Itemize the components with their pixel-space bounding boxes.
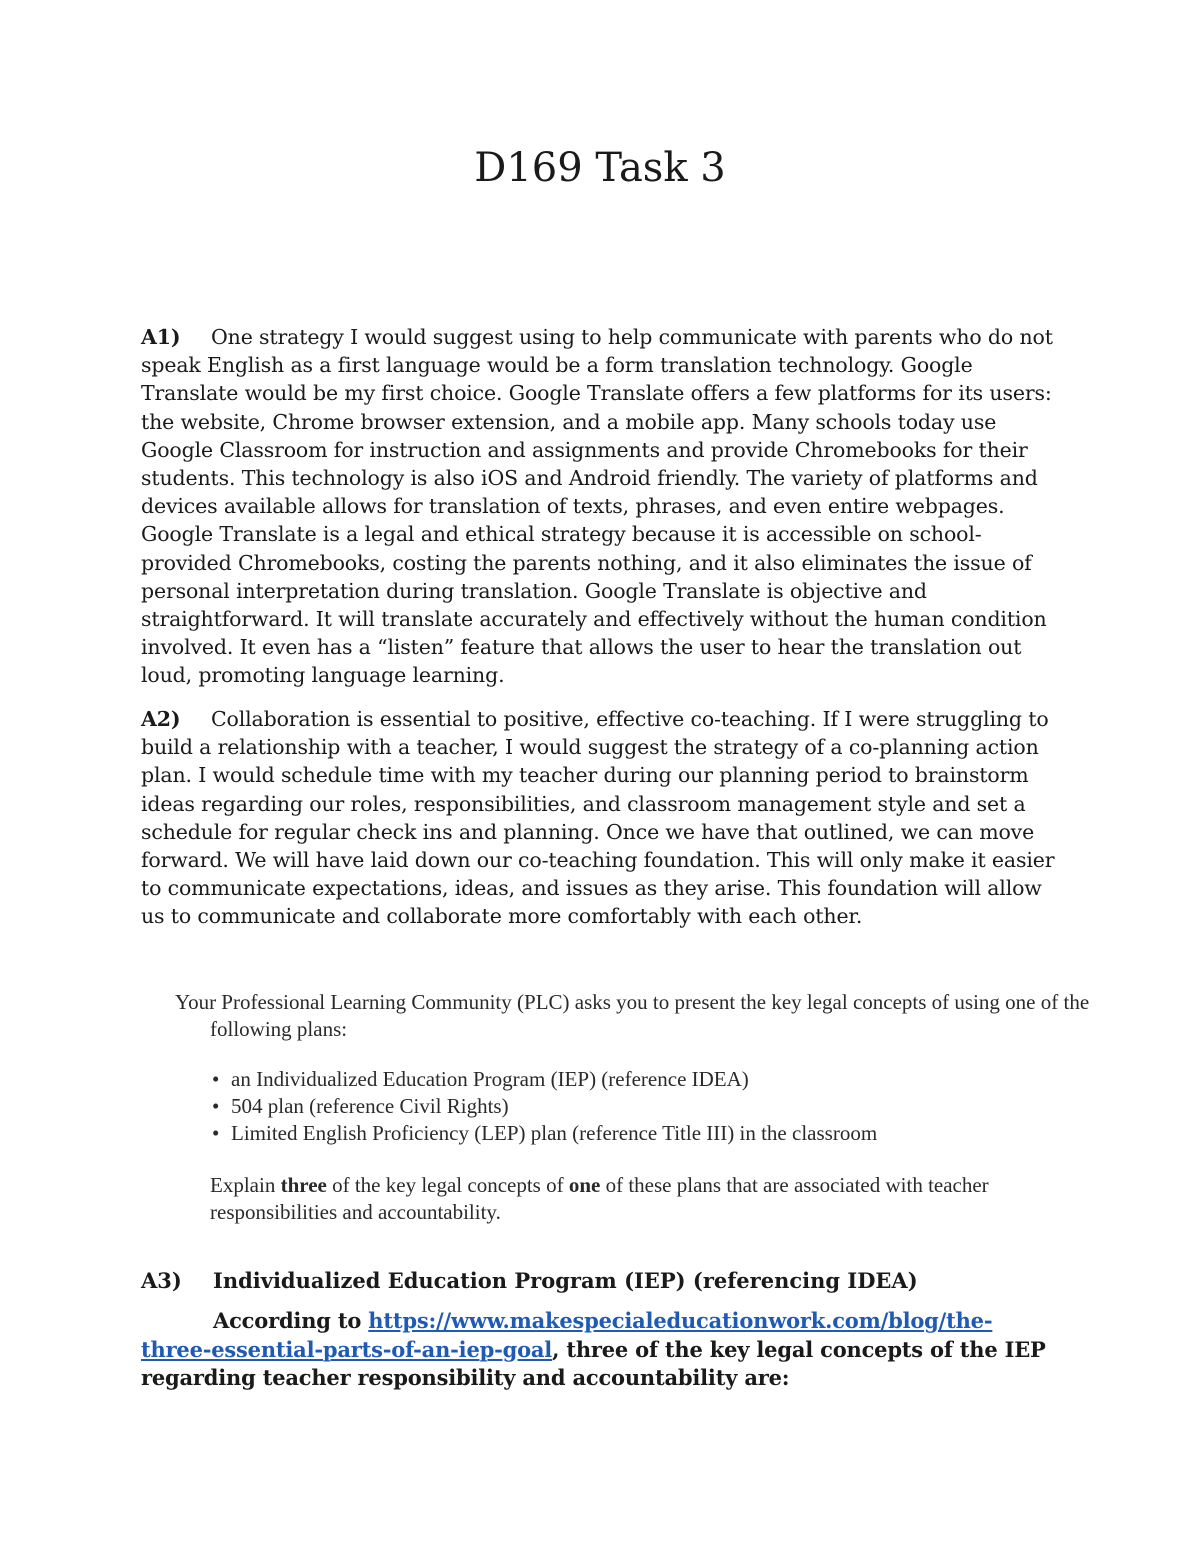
list-item [212, 1066, 877, 1093]
list-item-text: Limited English Proficiency (LEP) plan (reference Title III) in the classroom [231, 1121, 878, 1145]
section-a3-body-after: , three of the key legal concepts of the IEP regarding teacher responsibility and accountability are: [141, 1336, 1046, 1390]
section-a3-label: A3) [141, 1268, 182, 1293]
section-a3-body [141, 1307, 1059, 1393]
reference-link[interactable]: https://www.makespecialeducationwork.com/blog/the-three-essential-parts-of-an-iep-goal [141, 1308, 993, 1362]
prompt-explain-text-3: of these plans that are associated with teacher responsibilities and accountability. [210, 1173, 989, 1224]
document-title: D169 Task 3 [474, 145, 726, 191]
section-a3-body-before: According to [213, 1308, 369, 1333]
list-item-text: an Individualized Education Program (IEP) (reference IDEA) [231, 1067, 749, 1091]
section-a2 [141, 705, 1059, 931]
prompt-explain [210, 1172, 1050, 1226]
bullet-icon: • [212, 1067, 220, 1091]
section-a3-heading [141, 1266, 1059, 1296]
prompt-intro: Your Professional Learning Community (PLC) asks you to present the key legal concepts of using one of the following plans: [175, 990, 1090, 1041]
prompt-explain-text-1: Explain [210, 1173, 281, 1197]
prompt-plan-list [212, 1066, 877, 1147]
section-a1 [141, 323, 1059, 690]
section-a1-text: One strategy I would suggest using to help communicate with parents who do not speak English as a first language would be a form translation technology. Google Translate would be my first choice. Google Translate offers a few platforms for its users: the website, Chrome browser extension, and a mobile app. Many schools today use Google Classroom for instruction and assignments and provide Chromebooks for their students. This technology is also iOS and Android friendly. The variety of platforms and devices available allows for translation of texts, phrases, and even entire webpages. Google Translate is a legal and ethical strategy because it is accessible on school-provided Chromebooks, costing the parents nothing, and it also eliminates the issue of personal interpretation during translation. Google Translate is objective and straightforward. It will translate accurately and effectively without the human condition involved. It even has a “listen” feature that allows the user to hear the translation out loud, promoting language learning. [141, 325, 1053, 688]
section-a2-text: Collaboration is essential to positive, effective co-teaching. If I were struggling to build a relationship with a teacher, I would suggest the strategy of a co-planning action plan. I would schedule time with my teacher during our planning period to brainstorm ideas regarding our roles, responsibilities, and classroom management style and set a schedule for regular check ins and planning. Once we have that outlined, we can move forward. We will have laid down our co-teaching foundation. This will only make it easier to communicate expectations, ideas, and issues as they arise. This foundation will allow us to communicate and collaborate more comfortably with each other. [141, 707, 1055, 929]
bullet-icon: • [212, 1094, 220, 1118]
prompt-explain-bold-three: three [280, 1173, 327, 1197]
prompt-explain-bold-one: one [568, 1173, 601, 1197]
bullet-icon: • [212, 1121, 220, 1145]
list-item [212, 1093, 877, 1120]
section-a2-label: A2) [141, 707, 181, 731]
prompt-explain-text-2: of the key legal concepts of [326, 1173, 569, 1197]
section-a1-label: A1) [141, 325, 181, 349]
list-item [212, 1120, 877, 1147]
list-item-text: 504 plan (reference Civil Rights) [231, 1094, 509, 1118]
section-a3-title: Individualized Education Program (IEP) (referencing IDEA) [213, 1268, 918, 1293]
